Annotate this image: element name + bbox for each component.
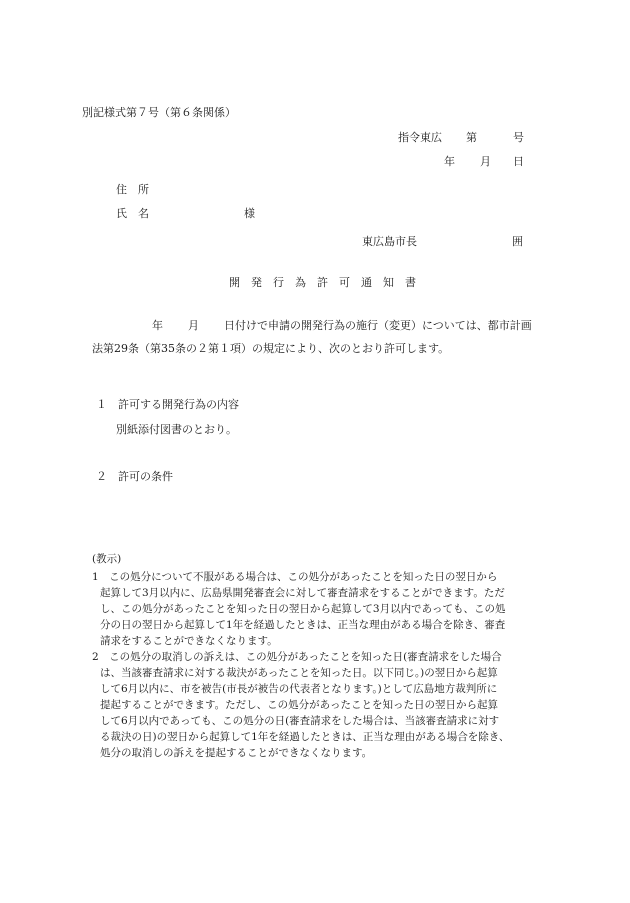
notice-line: る裁決の日)の翌日から起算して1年を経過したときは、正当な理由がある場合を除き、	[100, 731, 510, 743]
document-title: 開 発 行 為 許 可 通 知 書	[229, 276, 416, 289]
notice-line: 2 この処分の取消しの訴えは、この処分があったことを知った日(審査請求をした場合	[92, 651, 502, 663]
notice-heading: (教示)	[92, 553, 122, 565]
reference-dai: 第	[466, 131, 477, 144]
notice-line: して6月以内に、市を被告(市長が被告の代表者となります。)として広島地方裁判所に	[100, 683, 498, 695]
notice-line: は、当該審査請求に対する裁決があったことを知った日。以下同じ。)の翌日から起算	[100, 667, 498, 679]
issuer-name: 東広島市長	[362, 235, 417, 248]
body-line1: 日付けで申請の開発行為の施行（変更）については、都市計画	[224, 319, 532, 332]
body-line2: 法第29条（第35条の２第１項）の規定により、次のとおり許可します。	[92, 342, 450, 355]
honorific: 様	[244, 207, 255, 220]
notice-line: 請求をすることができなくなります。	[100, 635, 278, 647]
name-label: 氏 名	[116, 207, 149, 220]
body-month-label: 月	[188, 319, 199, 332]
reference-prefix: 指令東広	[398, 131, 442, 144]
date-day-label: 日	[513, 155, 524, 168]
section-1-heading: １ 許可する開発行為の内容	[96, 398, 239, 411]
date-year-label: 年	[444, 155, 455, 168]
notice-line: して6月以内であっても、この処分の日(審査請求をした場合は、当該審査請求に対す	[100, 715, 500, 727]
address-label: 住 所	[116, 183, 149, 196]
notice-line: 起算して3月以内に、広島県開発審査会に対して審査請求をすることができます。ただ	[100, 587, 505, 599]
form-number: 別記様式第７号（第６条関係）	[82, 106, 236, 119]
notice-line: 提起することができます。ただし、この処分があったことを知った日の翌日から起算	[100, 699, 499, 711]
notice-line: 分の日の翌日から起算して1年を経過したときは、正当な理由がある場合を除き、審査	[100, 619, 506, 631]
date-month-label: 月	[480, 155, 491, 168]
notice-line: 処分の取消しの訴えを提起することができなくなります。	[100, 747, 373, 759]
notice-line: し、この処分があったことを知った日の翌日から起算して3月以内であっても、この処	[100, 603, 506, 615]
notice-line: 1 この処分について不服がある場合は、この処分があったことを知った日の翌日から	[92, 571, 498, 583]
body-year-label: 年	[152, 319, 163, 332]
section-1-content: 別紙添付図書のとおり。	[116, 423, 237, 436]
section-2-heading: ２ 許可の条件	[96, 470, 173, 483]
issuer-seal: 囲	[512, 235, 523, 248]
reference-go: 号	[513, 131, 524, 144]
